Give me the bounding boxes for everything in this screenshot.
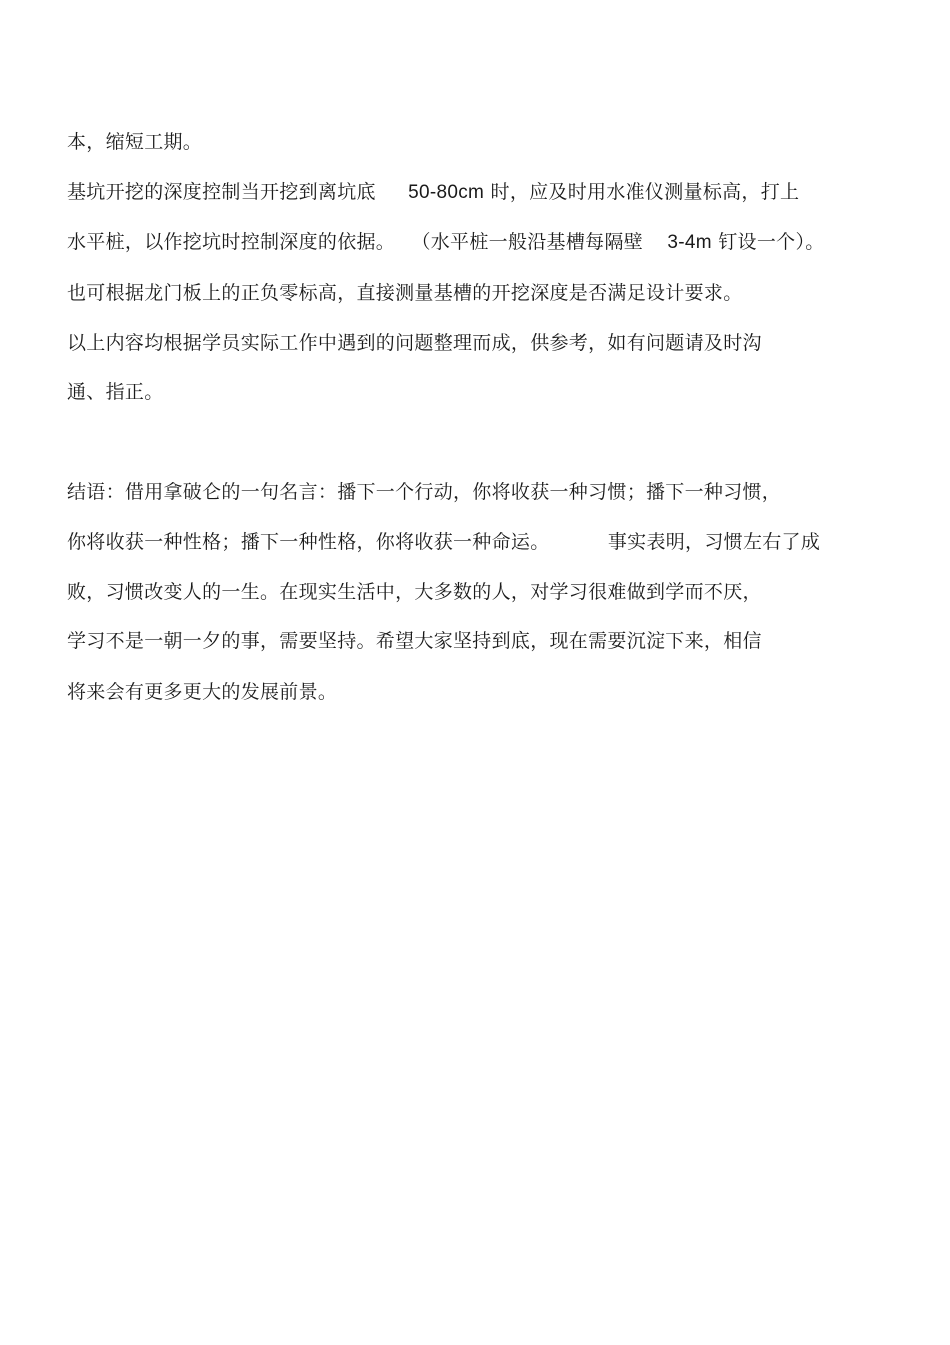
text-segment: 本，缩短工期。 xyxy=(67,131,203,153)
text-segment: 钉设一个）。 xyxy=(718,231,825,253)
paragraph-line xyxy=(67,281,743,305)
text-segment: 事实表明，习惯左右了成 xyxy=(607,531,821,553)
text-segment: 以上内容均根据学员实际工作中遇到的问题整理而成，供参考，如有问题请及时沟 xyxy=(67,332,762,354)
text-segment: 学习不是一朝一夕的事，需要坚持。希望大家坚持到底，现在需要沉淀下来，相信 xyxy=(67,630,762,652)
text-segment: 水平桩，以作挖坑时控制深度的依据。 xyxy=(67,231,396,253)
measurement-value: 3-4m xyxy=(667,232,712,253)
text-segment: 将来会有更多更大的发展前景。 xyxy=(67,681,338,703)
conclusion-line xyxy=(67,580,762,604)
text-segment: 结语：借用拿破仑的一句名言：播下一个行动，你将收获一种习惯；播下一种习惯， xyxy=(67,481,782,503)
text-segment: 通、指正。 xyxy=(67,381,164,403)
text-segment: （水平桩一般沿基槽每隔壁 xyxy=(411,231,644,253)
text-segment: 时，应及时用水准仪测量标高，打上 xyxy=(490,181,800,203)
conclusion-line xyxy=(67,680,337,704)
paragraph-line xyxy=(67,230,825,255)
paragraph-line xyxy=(67,331,762,355)
paragraph-line xyxy=(67,180,799,205)
conclusion-line xyxy=(67,629,762,653)
conclusion-line xyxy=(67,530,820,554)
text-segment: 败，习惯改变人的一生。在现实生活中，大多数的人，对学习很难做到学而不厌， xyxy=(67,581,762,603)
text-segment: 你将收获一种性格；播下一种性格，你将收获一种命运。 xyxy=(67,531,550,553)
text-segment: 基坑开挖的深度控制当开挖到离坑底 xyxy=(67,181,376,203)
paragraph-line xyxy=(67,380,164,404)
text-segment: 也可根据龙门板上的正负零标高，直接测量基槽的开挖深度是否满足设计要求。 xyxy=(67,282,743,304)
paragraph-line xyxy=(67,130,202,154)
conclusion-line xyxy=(67,480,781,504)
measurement-value: 50-80cm xyxy=(408,182,485,203)
